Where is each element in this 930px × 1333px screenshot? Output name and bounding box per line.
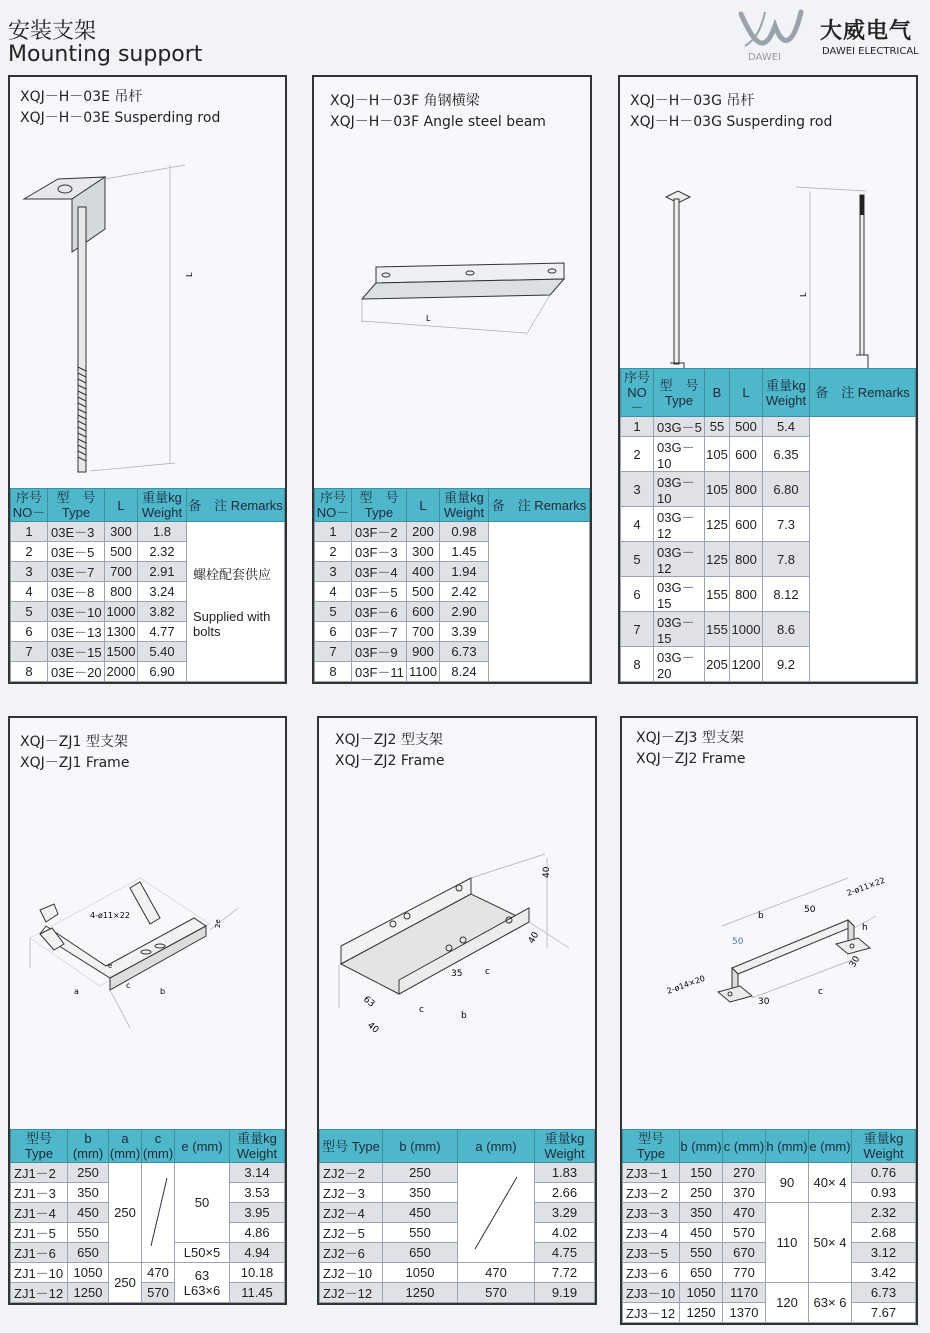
spec-table-zj2: 型号 Type b (mm) a (mm) 重量kg Weight ZJ2－2 250 1.83 ZJ2－3 350 2.66 ZJ2－4 450 3.29 ZJ2－5 550 4.02 ZJ2－6 650 4.75 ZJ2－10 1050 470 7.72 ZJ2－12 1250 570 9.19 xyxy=(319,1129,595,1303)
th-type: 型 号 Type xyxy=(48,489,105,522)
table-row: ZJ2－4 450 3.29 xyxy=(320,1203,595,1223)
table-row: 2 03G－10 105 600 6.35 xyxy=(621,437,916,472)
dim-c-left: c xyxy=(419,1005,424,1015)
table-row: ZJ3－12 1250 1370 7.67 xyxy=(623,1303,916,1323)
table-row: ZJ1－10 1050 250 470 63 L63×6 10.18 xyxy=(11,1263,285,1283)
table-row: 3 03E－7 700 2.91 xyxy=(11,562,285,582)
spec-table-03f: 序号 NO－ 型 号 Type L 重量kg Weight 备 注 Remarks 1 03F－2 200 0.98 2 03F－3 300 1.45 3 03F－4 400 1.94 4 03F－5 500 2.42 5 03F－6 600 2.90 6 03F－7 700 3.39 7 03F－9 900 6.73 8 03F－11 1100 8.24 xyxy=(314,488,590,682)
table-row: ZJ2－12 1250 570 9.19 xyxy=(320,1283,595,1303)
diagonal-slash-cell xyxy=(142,1163,175,1263)
dim-c: c xyxy=(126,981,131,990)
table-row: ZJ1－2 250 250 50 3.14 xyxy=(11,1163,285,1183)
table-row: ZJ3－2 250 370 0.93 xyxy=(623,1183,916,1203)
remark-cn: 螺栓配套供应 xyxy=(193,567,272,582)
table-row: ZJ3－4 450 570 2.68 xyxy=(623,1223,916,1243)
table-row: 7 03F－9 900 6.73 xyxy=(315,642,590,662)
logo-mark-text: DAWEI xyxy=(748,52,781,63)
th-remarks: 备 注 Remarks xyxy=(187,489,285,522)
panel-03f-angle-beam xyxy=(312,75,592,684)
table-row: ZJ2－5 550 4.02 xyxy=(320,1223,595,1243)
table-row: 6 03G－15 155 800 8.12 xyxy=(621,577,916,612)
panel-title-cn: XQJ－H－03F 角钢横梁 xyxy=(330,93,480,109)
table-row: 5 03G－12 125 800 7.8 xyxy=(621,542,916,577)
page-title-en: Mounting support xyxy=(8,42,203,67)
panel-zj1-frame xyxy=(8,716,287,1305)
rod-drawing xyxy=(10,157,285,477)
table-row: 1 03F－2 200 0.98 xyxy=(315,522,590,542)
table-row: ZJ3－1 150 270 90 40× 4 0.76 xyxy=(623,1163,916,1183)
table-row: ZJ1－6 650 L50×5 4.94 xyxy=(11,1243,285,1263)
dim-L-label: L xyxy=(426,314,431,323)
panel-title-en: XQJ－ZJ2 Frame xyxy=(636,751,746,767)
spec-table-03g: 序号 NO－ 型 号 Type B L 重量kg Weight 备 注 Remarks 1 03G－5 55 500 5.4 2 03G－10 105 600 6.35 3 03G－10 105 800 6.80 4 03G－12 125 600 7.3 5 03G－12 125 800 7.8 6 03G－15 155 800 8.12 7 03G－15 155 1000 8.6 8 03G－20 205 1200 9.2 xyxy=(620,368,916,682)
table-row: ZJ2－10 1050 470 7.72 xyxy=(320,1263,595,1283)
table-row: ZJ1－4 450 3.95 xyxy=(11,1203,285,1223)
dim-40-bottom: 40 xyxy=(365,1020,381,1036)
diagonal-slash-cell xyxy=(458,1163,535,1263)
th-no: 序号 NO－ xyxy=(11,489,48,522)
zj1-frame-drawing xyxy=(10,868,285,1048)
table-row: ZJ1－5 550 4.86 xyxy=(11,1223,285,1243)
table-row: 8 03G－20 205 1200 9.2 xyxy=(621,647,916,682)
dim-e: e xyxy=(108,962,113,970)
remarks-cell xyxy=(187,522,285,682)
table-row: 7 03E－15 1500 5.40 xyxy=(11,642,285,662)
remark-en: Supplied with bolts xyxy=(193,609,271,639)
dim-50-top: 50 xyxy=(804,905,816,915)
dim-h: h xyxy=(862,923,868,933)
dim-b: b xyxy=(758,911,764,921)
table-row: 2 03E－5 500 2.32 xyxy=(11,542,285,562)
panel-title-cn: XQJ－H－03G 吊杆 xyxy=(630,93,755,109)
zj2-frame-drawing xyxy=(319,848,595,1048)
panel-title-en: XQJ－ZJ1 Frame xyxy=(20,755,130,771)
dim-30-left: 30 xyxy=(758,997,770,1007)
table-row: ZJ2－6 650 4.75 xyxy=(320,1243,595,1263)
dim-a: a xyxy=(74,987,79,996)
table-row: ZJ3－3 350 470 110 50× 4 2.32 xyxy=(623,1203,916,1223)
table-row: 6 03F－7 700 3.39 xyxy=(315,622,590,642)
table-row: ZJ3－6 650 770 3.42 xyxy=(623,1263,916,1283)
dim-b: b xyxy=(461,1011,467,1021)
dim-30-right: 30 xyxy=(847,954,863,970)
table-row: 5 03E－10 1000 3.82 xyxy=(11,602,285,622)
table-row: ZJ3－5 550 670 3.12 xyxy=(623,1243,916,1263)
table-row: ZJ1－3 350 3.53 xyxy=(11,1183,285,1203)
dim-holes-bottom: 2-ø14×20 xyxy=(665,973,707,996)
page-title-cn: 安装支架 xyxy=(8,19,97,44)
table-row: ZJ2－3 350 2.66 xyxy=(320,1183,595,1203)
panel-zj3-frame xyxy=(620,716,918,1325)
spec-table-zj1: 型号 Type b (mm) a (mm) c (mm) e (mm) 重量kg Weight ZJ1－2 250 250 50 3.14 ZJ1－3 350 3.53 ZJ1－4 450 3.95 ZJ1－5 550 4.86 ZJ1－6 650 L50×5 4.94 ZJ1－10 1050 250 470 63 L63×6 10.18 ZJ1－12 1250 570 11.45 xyxy=(10,1129,285,1303)
panel-title-cn: XQJ－ZJ2 型支架 xyxy=(335,732,443,748)
dim-L-label: L xyxy=(185,272,194,277)
panel-title-cn: XQJ－H－03E 吊杆 xyxy=(20,89,143,105)
dim-c: c xyxy=(818,987,823,997)
panel-title-en: XQJ－H－03E Susperding rod xyxy=(20,110,221,126)
dim-40-top: 40 xyxy=(542,866,552,878)
dim-40-side: 40 xyxy=(526,930,542,946)
logo-name-en: DAWEI ELECTRICAL xyxy=(822,46,919,57)
panel-03g-rod xyxy=(618,75,918,684)
spec-table-03e xyxy=(10,488,285,682)
table-row: 4 03F－5 500 2.42 xyxy=(315,582,590,602)
table-row: 2 03F－3 300 1.45 xyxy=(315,542,590,562)
panel-title-en: XQJ－H－03G Susperding rod xyxy=(630,114,833,130)
th-L: L xyxy=(105,489,138,522)
table-row: 8 03E－20 2000 6.90 xyxy=(11,662,285,682)
dim-63: 63 xyxy=(361,994,377,1010)
dim-holes: 4-ø11×22 xyxy=(90,911,130,920)
zj3-frame-drawing xyxy=(622,868,916,1038)
logo-name-cn: 大威电气 xyxy=(820,19,913,44)
dim-c-right: c xyxy=(485,967,490,977)
dim-L-label: L xyxy=(799,292,808,297)
table-row: ZJ2－2 250 1.83 xyxy=(320,1163,595,1183)
table-row: ZJ3－10 1050 1170 120 63× 6 6.73 xyxy=(623,1283,916,1303)
spec-table-zj3: 型号 Type b (mm) c (mm) h (mm) e (mm) 重量kg Weight ZJ3－1 150 270 90 40× 4 0.76 ZJ3－2 250 370 0.93 ZJ3－3 350 470 110 50× 4 2.32 ZJ3－4 450 570 2.68 ZJ3－5 550 670 3.12 ZJ3－6 650 770 3.42 ZJ3－10 1050 1170 120 63× 6 6.73 ZJ3－12 1250 1370 7.67 xyxy=(622,1129,916,1323)
table-row: 4 03E－8 800 3.24 xyxy=(11,582,285,602)
dim-50-side: 50 xyxy=(732,937,744,947)
panel-title-cn: XQJ－ZJ1 型支架 xyxy=(20,734,128,750)
panel-title-cn: XQJ－ZJ3 型支架 xyxy=(636,730,744,746)
table-row: 3 03F－4 400 1.94 xyxy=(315,562,590,582)
angle-beam-drawing xyxy=(314,237,590,357)
table-row: 4 03G－12 125 600 7.3 xyxy=(621,507,916,542)
table-row: 1 03G－5 55 500 5.4 xyxy=(621,417,916,437)
table-row: 3 03G－10 105 800 6.80 xyxy=(621,472,916,507)
table-row: 7 03G－15 155 1000 8.6 xyxy=(621,612,916,647)
table-row: 6 03E－13 1300 4.77 xyxy=(11,622,285,642)
panel-03e-rod xyxy=(8,75,287,684)
table-row: 5 03F－6 600 2.90 xyxy=(315,602,590,622)
panel-title-en: XQJ－ZJ2 Frame xyxy=(335,753,445,769)
table-row: ZJ1－12 1250 570 11.45 xyxy=(11,1283,285,1303)
table-row: 1 03E－3 300 1.8 螺栓配套供应 Supplied with bolts xyxy=(11,522,285,542)
dim-b: b xyxy=(160,987,166,996)
th-weight: 重量kg Weight xyxy=(138,489,187,522)
table-row: 8 03F－11 1100 8.24 xyxy=(315,662,590,682)
dim-2e: 2e xyxy=(214,919,222,928)
dim-35: 35 xyxy=(451,969,463,979)
panel-title-en: XQJ－H－03F Angle steel beam xyxy=(330,114,546,130)
dim-holes-top: 2-ø11×22 xyxy=(845,875,887,898)
panel-zj2-frame xyxy=(317,716,597,1305)
